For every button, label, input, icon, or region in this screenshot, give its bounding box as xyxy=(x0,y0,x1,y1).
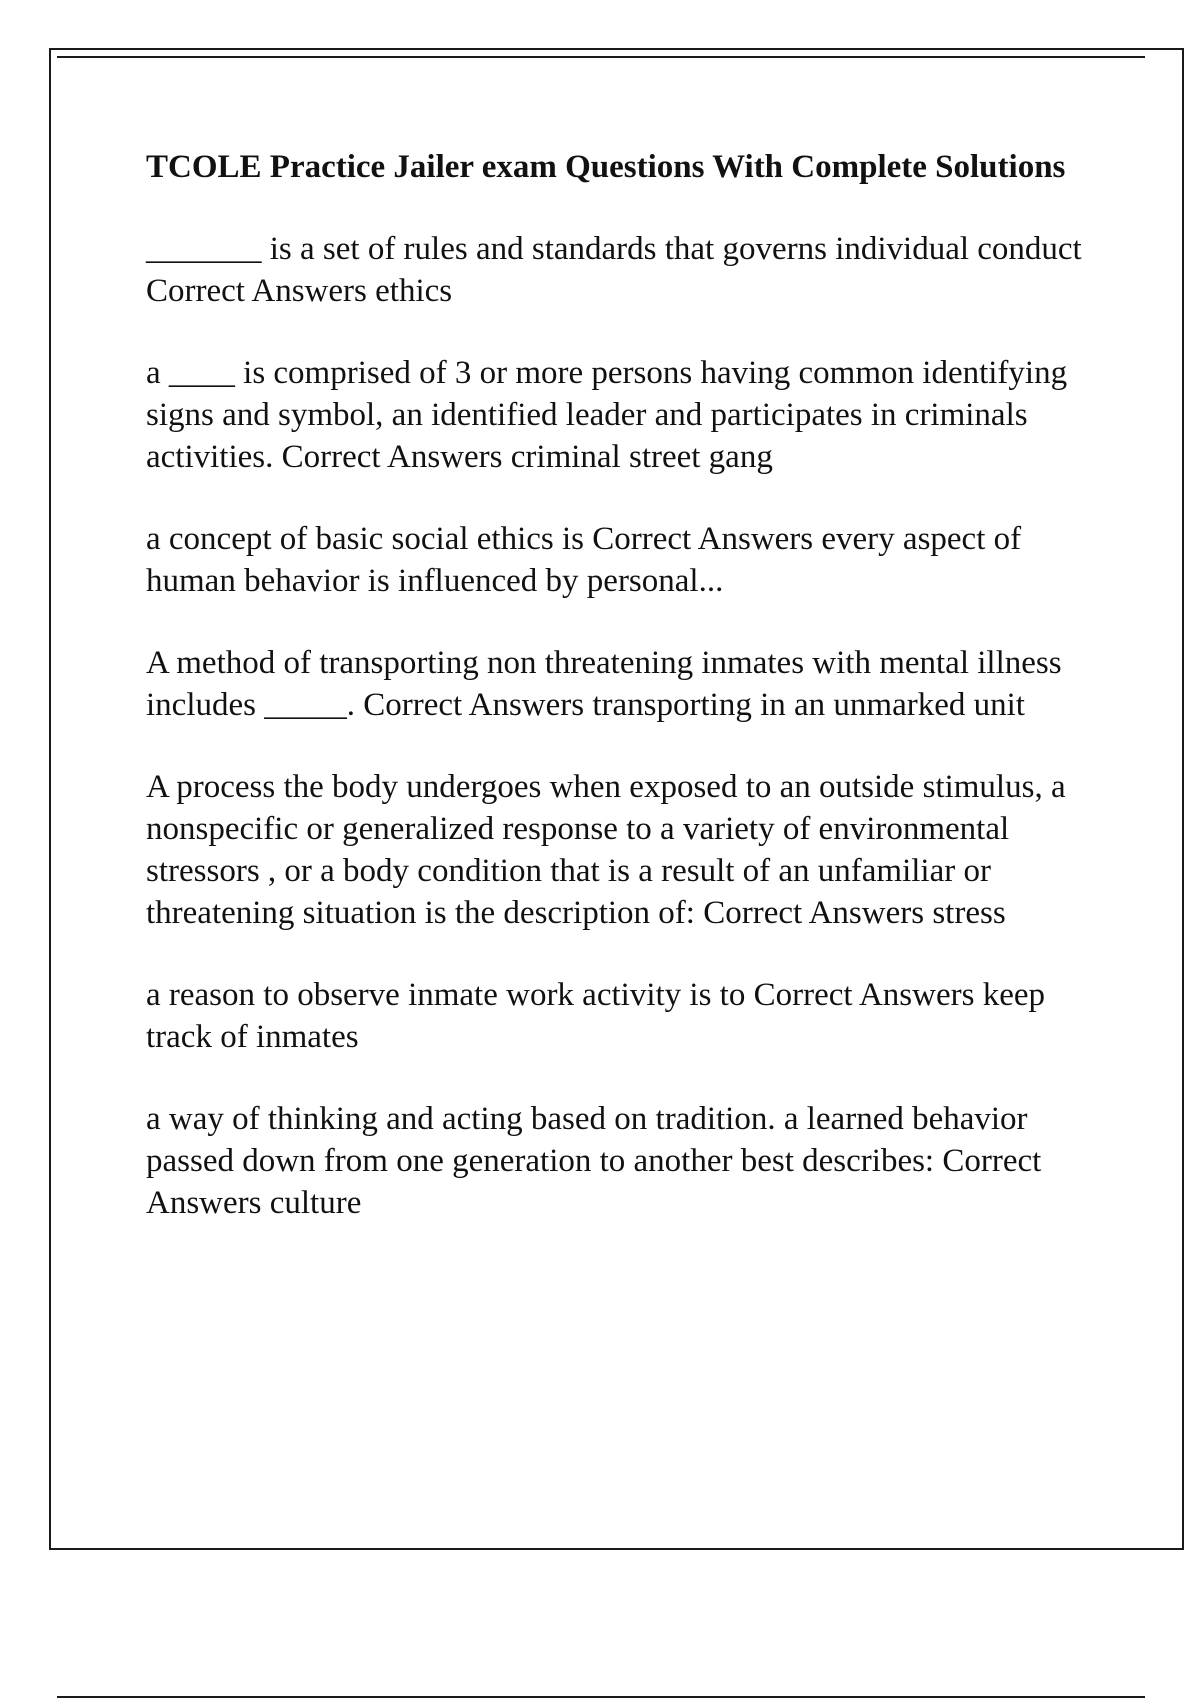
qa-item xyxy=(146,518,1096,602)
answer-text: culture xyxy=(269,1185,362,1221)
answer-text: keep track of inmates xyxy=(146,977,1054,1055)
question-text: A process the body undergoes when exposed to an outside stimulus, a nonspecific or generalized response to a variety of environmental stressors , or a body condition that is a result of an unfamiliar or threatening situation is the description of: xyxy=(146,769,1074,931)
question-text: a ____ is comprised of 3 or more persons having common identifying signs and symbol, an identified leader and participates in criminals activities. xyxy=(146,355,1076,475)
question-text: a concept of basic social ethics is xyxy=(146,521,585,557)
question-text: _______ is a set of rules and standards that governs individual conduct xyxy=(146,231,1082,267)
qa-item xyxy=(146,1098,1096,1224)
question-list xyxy=(146,228,1096,1224)
answer-label: Correct Answers xyxy=(592,521,814,557)
answer-label: Correct Answers xyxy=(281,439,503,475)
qa-item xyxy=(146,766,1096,934)
question-text: a reason to observe inmate work activity is to xyxy=(146,977,746,1013)
answer-label: Correct Answers xyxy=(146,1143,1048,1221)
question-text: a way of thinking and acting based on tradition. a learned behavior passed down from one generation to another best describes: xyxy=(146,1101,1036,1179)
answer-text: stress xyxy=(932,895,1006,931)
qa-item xyxy=(146,974,1096,1058)
answer-text: criminal street gang xyxy=(510,439,773,475)
document-body xyxy=(146,146,1096,1264)
question-text: A method of transporting non threatening inmates with mental illness includes _____. xyxy=(146,645,1070,723)
answer-label: Correct Answers xyxy=(146,273,367,309)
footer-rule xyxy=(57,1696,1145,1698)
qa-item xyxy=(146,228,1096,312)
answer-label: Correct Answers xyxy=(363,687,585,723)
document-title: TCOLE Practice Jailer exam Questions With Complete Solutions xyxy=(146,149,1066,185)
answer-text: ethics xyxy=(375,273,453,309)
header-rule xyxy=(57,56,1145,58)
answer-text: every aspect of human behavior is influenced by personal... xyxy=(146,521,1030,599)
answer-label: Correct Answers xyxy=(753,977,975,1013)
qa-item xyxy=(146,352,1096,478)
qa-item xyxy=(146,642,1096,726)
answer-label: Correct Answers xyxy=(703,895,925,931)
answer-text: transporting in an unmarked unit xyxy=(592,687,1025,723)
